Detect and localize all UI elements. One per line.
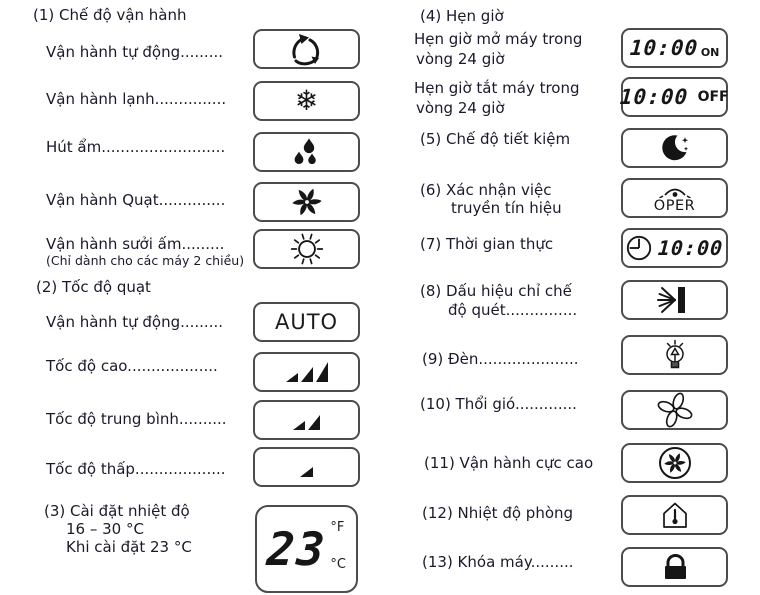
section-12-title: (12) Nhiệt độ phòng [422,504,574,522]
row-label-speed-medium: Tốc độ trung bình.......... [46,410,227,428]
section-11-title: (11) Vận hành cực cao [424,454,594,472]
economy-moon-icon [656,131,694,165]
section-9-title: (9) Đèn..................... [422,350,579,368]
room-temperature-icon [657,499,693,531]
row-label-speed-high: Tốc độ cao................... [46,357,218,375]
row-label-cooling: Vận hành lạnh............... [46,90,227,108]
symbol-box-heating [253,229,360,269]
section-4-title: (4) Hẹn giờ [420,7,504,25]
timer-on-display [621,28,728,68]
symbol-box-dehumidify [253,132,360,172]
real-time-value: 10:00 [657,236,725,260]
sun-icon [289,231,325,267]
row-label-speed-low: Tốc độ thấp................... [46,460,226,478]
symbol-box-speed-high [253,352,360,392]
unit-fahrenheit: °F [330,520,345,535]
section-3-title: (3) Cài đặt nhiệt độ [44,502,190,520]
row-note-heating: (Chỉ dành cho các máy 2 chiều) [46,253,245,268]
turbo-fan-icon [657,445,693,481]
section-1-title: (1) Chế độ vận hành [33,6,187,24]
symbol-box-turbo [621,443,728,483]
snowflake-icon: ❄ [294,84,319,117]
symbol-box-signal [621,178,728,218]
symbol-box-airflow [621,390,728,430]
section-8-title-line2: độ quét............... [448,301,578,319]
timer-on-label-line1: Hẹn giờ mở máy trong [414,30,583,48]
fan-speed-high-icon [284,361,330,383]
row-label-fan-operation: Vận hành Quạt.............. [46,191,226,209]
symbol-box-economy [621,128,728,168]
timer-off-state: OFF [697,89,729,105]
section-10-title: (10) Thổi gió............. [420,395,577,413]
timer-off-time: 10:00 [619,85,690,109]
symbol-box-fan-auto [253,302,360,342]
section-6-title-line2: truyền tín hiệu [451,199,562,217]
fan-icon [289,184,325,220]
timer-off-display [621,77,728,117]
section-7-title: (7) Thời gian thực [420,235,554,253]
temperature-value: 23 [265,522,329,576]
symbol-box-speed-low [253,447,360,487]
auto-mode-icon [286,31,328,67]
symbol-box-lock [621,547,728,587]
symbol-box-lamp [621,335,728,375]
timer-on-state: ON [700,45,720,59]
auto-mode-text: AUTO [274,310,339,334]
lock-icon [657,551,693,583]
oper-text: OPER [653,198,696,215]
unit-celsius: °C [330,557,346,572]
clock-icon [625,234,653,262]
real-time-display [621,228,728,268]
symbol-box-auto-mode [253,29,360,69]
symbol-box-cooling [253,81,360,121]
lamp-icon [657,338,693,372]
fan-speed-medium-icon [291,409,323,431]
timer-on-label-line2: vòng 24 giờ [416,50,505,68]
timer-on-time: 10:00 [628,36,699,60]
section-8-title-line1: (8) Dấu hiệu chỉ chế [420,282,572,300]
section-2-title: (2) Tốc độ quạt [36,278,151,296]
section-5-title: (5) Chế độ tiết kiệm [420,130,571,148]
timer-off-label-line1: Hẹn giờ tắt máy trong [414,79,580,97]
row-label-dehumidify: Hút ẩm.......................... [46,138,226,156]
swing-icon [655,284,695,316]
row-label-fan-auto: Vận hành tự động......... [46,313,224,331]
fan-speed-low-icon [298,456,316,478]
symbol-box-speed-medium [253,400,360,440]
temperature-display [255,505,358,593]
temperature-range: 16 – 30 °C [66,520,144,538]
symbol-box-swing [621,280,728,320]
airflow-flower-icon [657,392,693,428]
timer-off-label-line2: vòng 24 giờ [416,99,505,117]
section-6-title-line1: (6) Xác nhận việc [420,181,552,199]
section-13-title: (13) Khóa máy......... [422,553,574,571]
temperature-note: Khi cài đặt 23 °C [66,538,192,556]
signal-transmit-icon [654,182,696,198]
symbol-box-room-temp [621,495,728,535]
symbol-box-fan [253,182,360,222]
row-label-heating: Vận hành sưởi ấm......... [46,235,225,253]
row-label-auto-operation: Vận hành tự động......... [46,43,224,61]
water-drops-icon [289,134,325,170]
